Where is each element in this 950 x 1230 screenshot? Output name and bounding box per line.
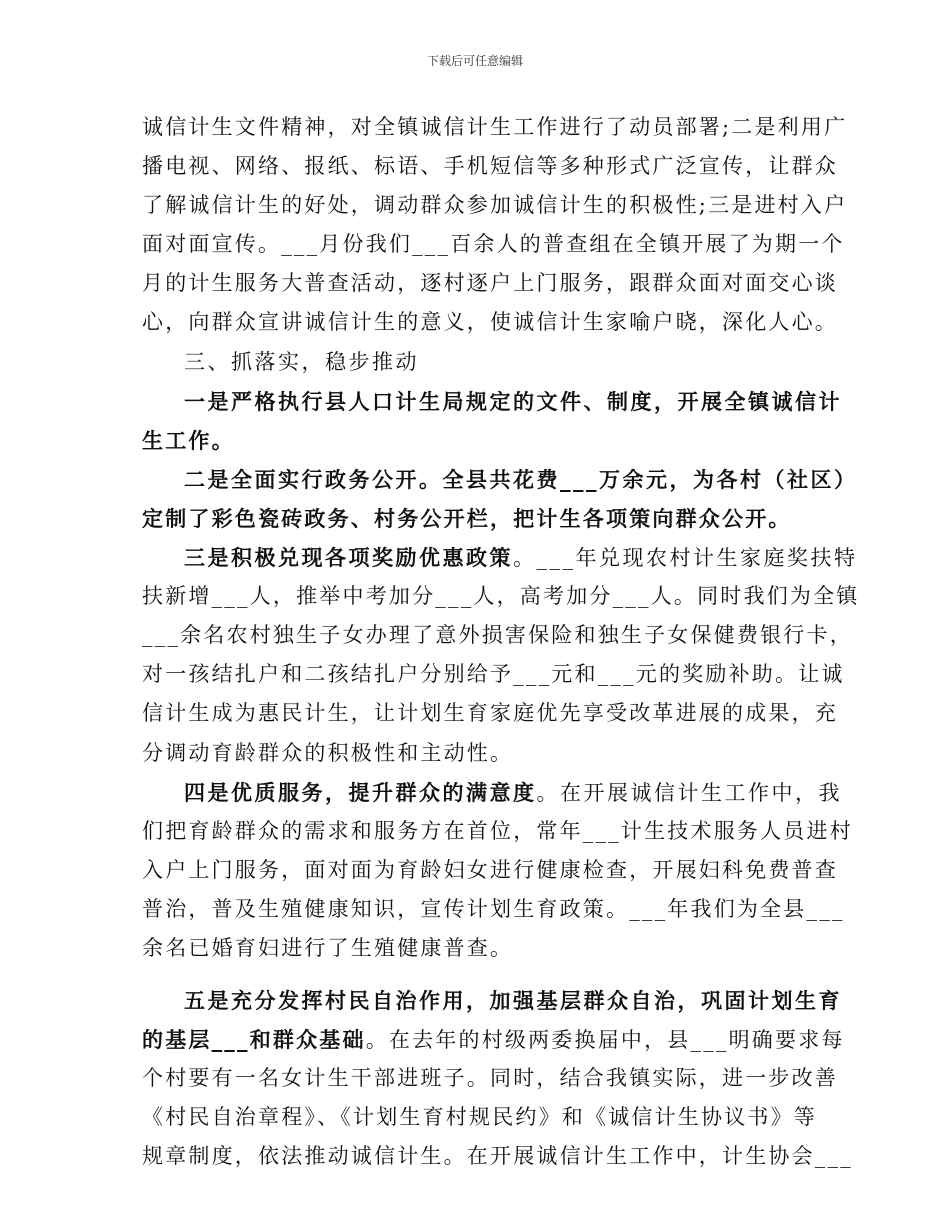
text-line: 月的计生服务大普查活动，逐村逐户上门服务，跟群众面对面交心谈 [142, 271, 838, 296]
text-line: 对一孩结扎户和二孩结扎户分别给予___元和___元的奖励补助。让诚 [142, 662, 845, 687]
text-line: 诚信计生文件精神，对全镇诚信计生工作进行了动员部署;二是利用广 [142, 115, 848, 139]
text-line [142, 538, 858, 577]
document-body [142, 108, 860, 1177]
text-line: 个村要有一名女计生干部进班子。同时，结合我镇实际，进一步改善 [142, 1066, 838, 1091]
text-line [142, 1020, 845, 1059]
text-line: 心，向群众宣讲诚信计生的意义，使诚信计生家喻户晓，深化人心。 [142, 310, 838, 335]
bold-lead: 四是优质服务，提升群众的满意度 [184, 779, 537, 805]
text-line: 三、抓落实，稳步推动 [184, 349, 419, 374]
paragraph-gap [142, 968, 812, 981]
text-line: ___余名农村独生子女办理了意外损害保险和独生子女保健费银行卡， [142, 623, 853, 648]
text-line: 规章制度，依法推动诚信计生。在开展诚信计生工作中，计生协会___ [142, 1144, 853, 1169]
text-line: 五是充分发挥村民自治作用，加强基层群众自治，巩固计划生育 [184, 988, 842, 1014]
line-rest: 。在开展诚信计生工作中，我 [536, 780, 842, 805]
text-line: 入户上门服务，面对面为育龄妇女进行健康检查，开展妇科免费普查 [142, 857, 838, 882]
bold-lead: 的基层___和群众基础 [142, 1027, 366, 1053]
text-line: 定制了彩色瓷砖政务、村务公开栏，把计生各项策向群众公开。 [142, 505, 792, 531]
text-line: 信计生成为惠民计生，让计划生育家庭优先享受改革进展的成果，充 [142, 701, 838, 726]
text-line: 分调动育龄群众的积极性和主动性。 [142, 740, 514, 765]
text-line: 《村民自治章程》、《计划生育村规民约》和《诚信计生协议书》等 [142, 1105, 817, 1130]
line-rest: 。在去年的村级两委换届中，县___明确要求每 [365, 1028, 845, 1053]
text-line [142, 773, 842, 812]
page-header: 下载后可任意编辑 [426, 54, 523, 68]
text-line: 扶新增___人，推举中考加分___人，高考加分___人。同时我们为全镇 [142, 584, 860, 609]
bold-lead: 三是积极兑现各项奖励优惠政策 [184, 545, 513, 571]
text-line: 面对面宣传。___月份我们___百余人的普查组在全镇开展了为期一个 [142, 232, 845, 257]
text-line: 普治，普及生殖健康知识，宣传计划生育政策。___年我们为全县___ [142, 896, 845, 921]
text-line: 了解诚信计生的好处，调动群众参加诚信计生的积极性;三是进村入户 [142, 193, 848, 218]
text-line: 二是全面实行政务公开。全县共花费___万余元，为各村（社区） [184, 466, 858, 492]
text-line: 生工作。 [142, 427, 235, 453]
text-line: 们把育龄群众的需求和服务方在首位，常年___计生技术服务人员进村 [142, 818, 853, 843]
text-line: 播电视、网络、报纸、标语、手机短信等多种形式广泛宣传，让群众 [142, 154, 838, 179]
line-rest: 。___年兑现农村计生家庭奖扶特 [513, 546, 858, 571]
text-line: 一是严格执行县人口计生局规定的文件、制度，开展全镇诚信计 [184, 388, 842, 414]
text-line: 余名已婚育妇进行了生殖健康普查。 [142, 935, 514, 960]
